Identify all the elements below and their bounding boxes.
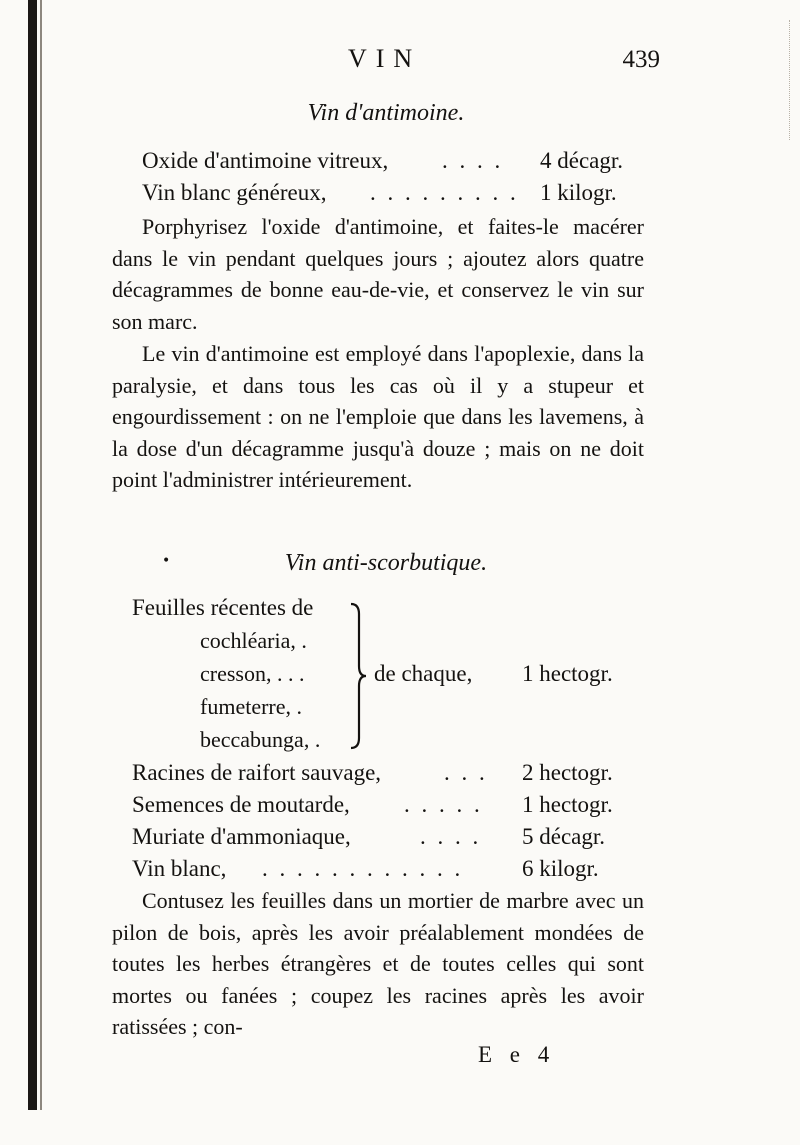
grouped-label: de chaque, xyxy=(374,661,473,686)
paragraph-method: Contusez les feuilles dans un mortier de marbre avec un pilon de bois, après les avoir préalablement mondées de toutes les herbes étrangères et de toutes celles qui sont mortes ou fanées ; coupez les racines après les avoir ratissées ; con- xyxy=(112,888,644,1039)
ingredient-row xyxy=(132,824,632,854)
grouped-ingredient-item: cresson, . . . xyxy=(200,661,305,686)
ingredient-row xyxy=(142,148,642,178)
leader-dots: . . . . xyxy=(442,148,504,173)
grouped-quantity: 1 hectogr. xyxy=(522,661,613,686)
leader-dots: . . . xyxy=(444,760,488,785)
ingredient-quantity: 5 décagr. xyxy=(522,824,606,849)
ingredient-name: Semences de moutarde, xyxy=(132,792,350,817)
curly-brace-icon xyxy=(348,602,368,750)
ingredient-row xyxy=(132,792,632,822)
grouped-ingredient-item: fumeterre, . xyxy=(200,694,302,719)
ingredient-name: Vin blanc, xyxy=(132,856,227,881)
leader-dots: . . . . . . . . . . . . xyxy=(262,856,464,881)
ingredient-quantity: 6 kilogr. xyxy=(522,856,599,881)
paragraph-preparation: Porphyrisez l'oxide d'antimoine, et faites-le macérer dans le vin pendant quelques jours ; ajoutez alors quatre décagrammes de bonne eau-de-vie, et conservez le vin sur son marc. xyxy=(112,214,644,334)
section-title-antiscorbutic-wine: Vin anti-scorbutique. xyxy=(284,550,488,576)
ingredient-quantity: 1 kilogr. xyxy=(540,180,617,205)
paragraph-usage: Le vin d'antimoine est employé dans l'apoplexie, dans la paralysie, et dans tous les cas où il y a stupeur et engourdissement : on ne l'emploie que dans les lavemens, à la dose d'un décagramme jusqu'à douze ; mais on ne doit point l'administrer intérieurement. xyxy=(112,341,644,492)
ingredient-name: Oxide d'antimoine vitreux, xyxy=(142,148,389,173)
page-number: 439 xyxy=(622,46,660,73)
leader-dots: . . . . xyxy=(420,824,482,849)
ingredient-name: Vin blanc généreux, xyxy=(142,180,327,205)
ingredient-name: Muriate d'ammoniaque, xyxy=(132,824,351,849)
ingredient-quantity: 4 décagr. xyxy=(540,148,624,173)
book-spine-shadow xyxy=(28,0,37,1110)
page-edge-marks xyxy=(779,20,790,140)
ingredient-row xyxy=(132,760,632,790)
grouped-ingredient-heading: Feuilles récentes de xyxy=(132,595,314,620)
ingredient-quantity: 2 hectogr. xyxy=(522,760,613,785)
ingredient-quantity: 1 hectogr. xyxy=(522,792,613,817)
leader-dots: . . . . . xyxy=(404,792,483,817)
signature-mark: E e 4 xyxy=(478,1042,556,1067)
ingredient-row xyxy=(132,856,632,886)
bullet-mark: • xyxy=(162,553,171,569)
book-gutter-line xyxy=(40,0,42,1110)
section-title-antimony-wine: Vin d'antimoine. xyxy=(307,100,465,126)
leader-dots: . . . . . . . . . xyxy=(370,180,519,205)
ingredient-row xyxy=(142,180,642,210)
running-head-title: VIN xyxy=(348,44,422,73)
grouped-ingredient-item: cochléaria, . xyxy=(200,628,307,653)
grouped-ingredient-item: beccabunga, . xyxy=(200,727,321,752)
running-head xyxy=(112,44,660,80)
ingredient-name: Racines de raifort sauvage, xyxy=(132,760,382,785)
